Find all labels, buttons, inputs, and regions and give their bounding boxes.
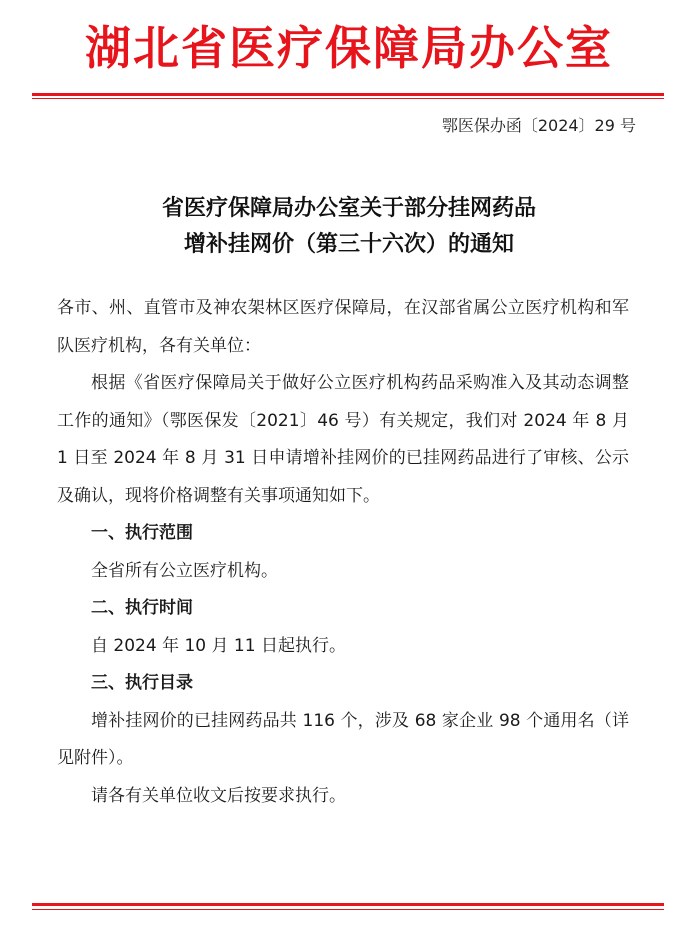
title-line-1: 省医疗保障局办公室关于部分挂网药品 — [161, 195, 536, 221]
section-heading-scope: 一、执行范围 — [91, 523, 193, 543]
section-text-time: 自 2024 年 10 月 11 日起执行。 — [91, 635, 346, 656]
section-text-catalog: 增补挂网价的已挂网药品共 116 个，涉及 68 家企业 98 个通用名（详见附件）。 — [57, 710, 629, 768]
document-number: 鄂医保办函〔2024〕29 号 — [441, 116, 636, 135]
section-heading-time: 二、执行时间 — [91, 598, 193, 618]
issuer-masthead: 湖北省医疗保障局办公室 — [85, 21, 613, 75]
salutation: 各市、州、直管市及神农架林区医疗保障局，在汉部省属公立医疗机构和军队医疗机构，各有关单位： — [57, 298, 629, 356]
section-text-scope: 全省所有公立医疗机构。 — [91, 560, 278, 581]
intro-paragraph: 根据《省医疗保障局关于做好公立医疗机构药品采购准入及其动态调整工作的通知》（鄂医保发〔2021〕46 号）有关规定，我们对 2024 年 8 月 1 日至 2024 年 8 月 31 日申请增补挂网价的已挂网药品进行了审核、公示及确认，现将价格调整有关事项通知如下。 — [57, 373, 629, 506]
closing-paragraph: 请各有关单位收文后按要求执行。 — [91, 785, 346, 806]
footer-divider-thick — [32, 903, 664, 906]
section-heading-catalog: 三、执行目录 — [91, 673, 193, 693]
footer-divider-thin — [32, 909, 664, 910]
masthead-divider-thick — [32, 93, 664, 96]
document-body — [57, 290, 629, 815]
title-line-2: 增补挂网价（第三十六次）的通知 — [183, 231, 514, 257]
document-title — [0, 190, 698, 262]
masthead-divider-thin — [32, 98, 664, 99]
